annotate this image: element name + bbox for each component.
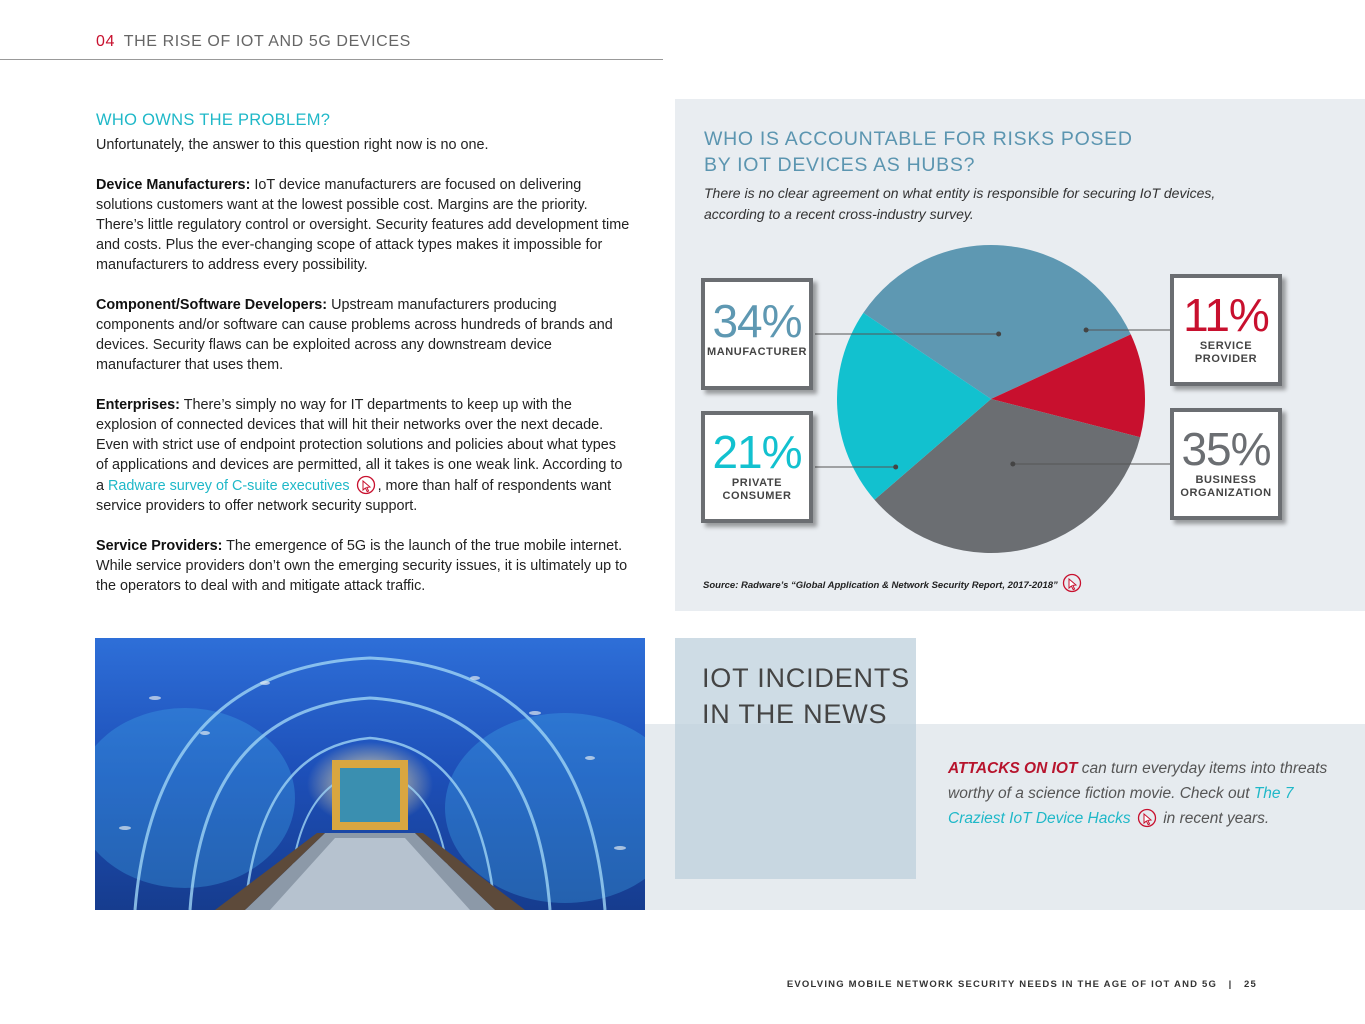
attacks-paragraph	[948, 756, 1328, 831]
stat-label: ORGANIZATION	[1180, 487, 1272, 499]
manufacturers-text: IoT device manufacturers are focused on delivering solutions customers want at the lowest possible cost. Margins are the priority. There’s little regulatory control or oversight. Security features add development time and costs. Plus the ever-changing scope of attack types makes it impossible for manufacturers to address every possibility.	[96, 177, 630, 273]
chart-title-line1: WHO IS ACCOUNTABLE FOR RISKS POSED	[704, 128, 1133, 150]
leader-dot	[1084, 328, 1089, 333]
developers-paragraph	[96, 295, 631, 375]
stat-label: PRIVATE	[731, 477, 783, 489]
providers-text: The emergence of 5G is the launch of the true mobile internet. While service providers don’t own the emerging security issues, it is ultimately up to the operators to deal with and mitigate attack traffic.	[96, 538, 628, 594]
section-title: THE RISE OF IOT AND 5G DEVICES	[123, 33, 411, 50]
page-footer	[787, 979, 1257, 990]
attacks-text: can turn everyday items into threats worthy of a science fiction movie. Check out	[948, 760, 1328, 802]
stat-label: MANUFACTURER	[706, 346, 808, 358]
stat-percent: 35%	[1181, 423, 1271, 475]
manufacturers-label: Device Manufacturers:	[96, 177, 251, 193]
page-number: 25	[1244, 979, 1257, 990]
section-number: 04	[96, 33, 115, 50]
header-divider	[0, 59, 663, 60]
stat-box-service-provider	[1170, 274, 1282, 386]
stat-label: CONSUMER	[722, 490, 792, 502]
chart-title-line2: BY IOT DEVICES AS HUBS?	[704, 154, 976, 176]
stat-box-private-consumer	[701, 411, 813, 523]
manufacturers-paragraph	[96, 175, 631, 275]
device-hacks-link[interactable]: The 7 Craziest IoT Device Hacks	[948, 785, 1294, 827]
click-cursor-icon[interactable]	[1062, 573, 1082, 593]
radware-survey-link[interactable]: Radware survey of C-suite executives	[108, 478, 350, 494]
providers-label: Service Providers:	[96, 538, 223, 554]
chart-panel	[675, 99, 1365, 611]
click-cursor-icon[interactable]	[356, 475, 376, 495]
attacks-strong: ATTACKS ON IOT	[948, 760, 1078, 777]
developers-text: Upstream manufacturers producing components and/or software can cause problems across hundreds of brands and devices. Security flaws can be exploited across any downstream device manufacturer that uses them.	[96, 297, 613, 373]
chart-subtitle: There is no clear agreement on what entity is responsible for securing IoT devices, according to a recent cross-industry survey.	[704, 185, 1216, 222]
stat-label: BUSINESS	[1195, 474, 1257, 486]
incidents-title-line1: IOT INCIDENTS	[702, 663, 910, 693]
section-header	[96, 33, 411, 51]
problem-heading: WHO OWNS THE PROBLEM?	[96, 111, 331, 129]
footer-text: EVOLVING MOBILE NETWORK SECURITY NEEDS IN THE AGE OF IOT AND 5G	[786, 979, 1218, 990]
enterprises-label: Enterprises:	[96, 397, 180, 413]
problem-section	[96, 110, 631, 616]
stat-percent: 34%	[712, 295, 802, 347]
providers-paragraph	[96, 536, 631, 596]
chart-source	[703, 573, 1084, 593]
incidents-title	[702, 660, 910, 732]
stat-percent: 21%	[712, 426, 802, 478]
stat-label: PROVIDER	[1194, 353, 1258, 365]
enterprises-text-after: , more than half of respondents want service providers to offer network security support.	[96, 478, 612, 514]
leader-dot	[1010, 462, 1015, 467]
incidents-title-line2: IN THE NEWS	[702, 699, 888, 729]
click-cursor-icon[interactable]	[1137, 808, 1157, 828]
enterprises-paragraph	[96, 395, 631, 516]
leader-dot	[996, 332, 1001, 337]
aquarium-illustration	[95, 638, 645, 910]
footer-separator: |	[1220, 979, 1241, 990]
stat-label: SERVICE	[1199, 340, 1253, 352]
developers-label: Component/Software Developers:	[96, 297, 328, 313]
incidents-box	[675, 638, 916, 879]
stat-box-manufacturer	[701, 278, 813, 390]
stat-percent: 11%	[1183, 289, 1269, 341]
chart-source-text: Source: Radware’s “Global Application & Network Security Report, 2017-2018”	[703, 580, 1058, 591]
leader-dot	[893, 465, 898, 470]
attacks-text-after: in recent years.	[1158, 810, 1270, 827]
stat-box-business-organization	[1170, 408, 1282, 520]
problem-intro: Unfortunately, the answer to this question right now is no one.	[96, 137, 489, 153]
enterprises-text: There’s simply no way for IT departments to keep up with the explosion of connected devices that will hit their networks over the next decade. Even with strict use of endpoint protection solutions and policies about what types of applications and devices are permitted, all it takes is one weak link. According to a	[96, 397, 623, 494]
aquarium-tunnel-photo	[95, 638, 645, 910]
